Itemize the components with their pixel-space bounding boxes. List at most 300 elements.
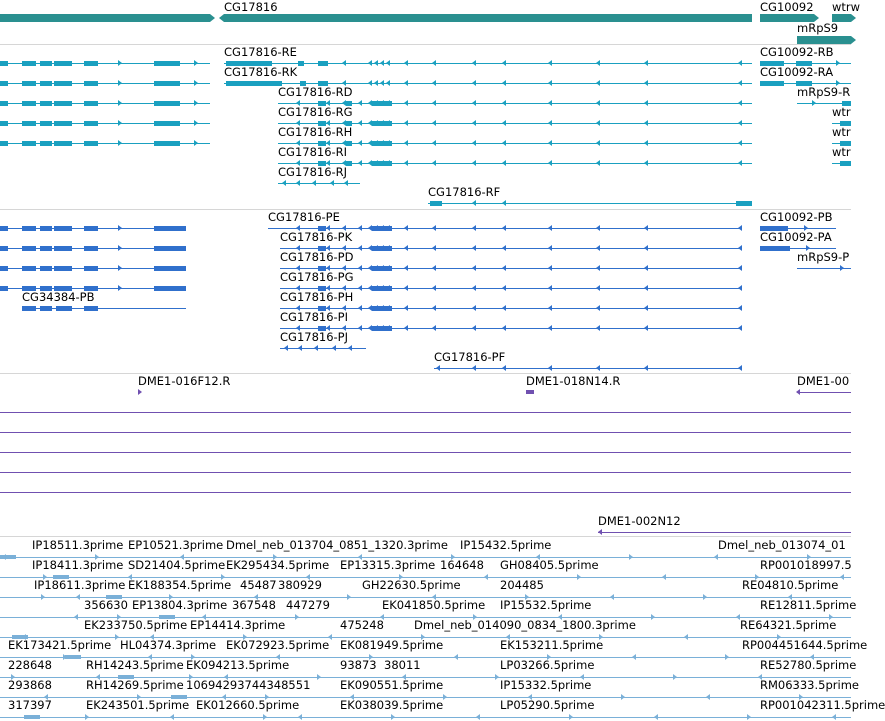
transcript-label: wtr — [832, 105, 851, 119]
strand-arrow — [610, 594, 614, 600]
strand-arrow — [368, 60, 372, 66]
exon-block[interactable] — [40, 246, 52, 251]
gene-bar[interactable] — [224, 14, 752, 22]
exon-block[interactable] — [84, 141, 98, 146]
gene-label-mrps9: mRpS9 — [797, 21, 839, 35]
strand-arrow — [703, 594, 707, 600]
strand-arrow — [432, 60, 436, 66]
est-label: 367548 — [232, 598, 276, 612]
strand-arrow — [502, 325, 506, 331]
exon-block[interactable] — [22, 306, 36, 311]
strand-arrow — [644, 305, 648, 311]
est-label: 38011 — [384, 658, 421, 672]
strand-arrow — [358, 100, 362, 106]
strand-arrow — [115, 634, 119, 640]
strand-arrow — [596, 305, 600, 311]
exon-block[interactable] — [24, 715, 40, 719]
gene-label-cg10092: CG10092 — [760, 0, 814, 14]
exon-block[interactable] — [372, 161, 392, 166]
strand-arrow — [548, 325, 552, 331]
strand-arrow — [502, 285, 506, 291]
exon-block[interactable] — [0, 286, 8, 291]
strand-arrow — [548, 100, 552, 106]
strand-arrow — [706, 694, 710, 700]
est-label: RE04810.5prime — [742, 578, 839, 592]
transcript-label: mRpS9-P — [797, 250, 850, 264]
strand-arrow — [118, 285, 122, 291]
exon-block[interactable] — [154, 61, 180, 66]
strand-arrow — [404, 225, 408, 231]
exon-block[interactable] — [40, 266, 52, 271]
strand-arrow — [644, 60, 648, 66]
strand-arrow — [330, 180, 334, 186]
est-label: EK090551.5prime — [340, 678, 444, 692]
strand-arrow — [851, 36, 856, 44]
exon-block[interactable] — [736, 201, 752, 206]
exon-block[interactable] — [154, 141, 180, 146]
strand-arrow — [548, 365, 552, 371]
exon-block[interactable] — [154, 121, 180, 126]
strand-arrow — [404, 325, 408, 331]
exon-block[interactable] — [526, 390, 534, 394]
strand-arrow — [391, 714, 395, 720]
strand-arrow — [548, 160, 552, 166]
exon-block[interactable] — [22, 81, 36, 86]
strand-arrow — [194, 140, 198, 146]
est-label: EK233750.5prime — [84, 618, 188, 632]
strand-arrow — [404, 160, 408, 166]
strand-arrow — [317, 674, 321, 680]
strand-arrow — [432, 245, 436, 251]
strand-arrow — [714, 554, 718, 560]
est-label: EK094213.5prime — [186, 658, 290, 672]
transcript-label: mRpS9-R — [797, 85, 851, 99]
est-label: IP18611.3prime — [34, 578, 126, 592]
transcript-label: CG34384-PB — [22, 290, 95, 304]
exon-block[interactable] — [40, 101, 52, 106]
strand-arrow — [472, 140, 476, 146]
transcript-label: wtr — [832, 125, 851, 139]
est-label: IP18511.3prime — [32, 538, 124, 552]
est-label: 164648 — [440, 558, 484, 572]
track-divider — [0, 373, 851, 374]
exon-block[interactable] — [22, 266, 36, 271]
intron-line — [0, 717, 851, 718]
strand-arrow — [569, 714, 573, 720]
exon-block[interactable] — [54, 121, 72, 126]
gene-label-cg17816: CG17816 — [224, 0, 278, 14]
strand-arrow — [118, 120, 122, 126]
strand-arrow — [738, 80, 742, 86]
exon-block[interactable] — [22, 226, 36, 231]
exon-block[interactable] — [65, 655, 81, 659]
exon-block[interactable] — [54, 61, 72, 66]
track-divider — [0, 44, 851, 45]
strand-arrow — [296, 180, 300, 186]
exon-block[interactable] — [226, 81, 282, 86]
intron-line — [598, 532, 851, 533]
strand-arrow — [629, 554, 633, 560]
strand-arrow — [472, 60, 476, 66]
exon-block[interactable] — [0, 246, 8, 251]
strand-arrow — [484, 574, 488, 580]
est-label: 475248 — [340, 618, 384, 632]
strand-arrow — [644, 325, 648, 331]
strand-arrow — [651, 614, 655, 620]
intron-line — [0, 472, 851, 473]
strand-arrow — [76, 594, 80, 600]
strand-arrow — [404, 100, 408, 106]
intron-line — [280, 308, 742, 309]
exon-block[interactable] — [22, 121, 36, 126]
strand-arrow — [502, 80, 506, 86]
strand-arrow — [454, 654, 458, 660]
strand-arrow — [596, 80, 600, 86]
strand-arrow — [298, 345, 302, 351]
est-label: EP14414.3prime — [190, 618, 286, 632]
est-label: IP15432.5prime — [460, 538, 552, 552]
est-label: 380929 — [278, 578, 322, 592]
strand-arrow — [596, 120, 600, 126]
exon-block[interactable] — [54, 141, 72, 146]
strand-arrow — [644, 160, 648, 166]
strand-arrow — [432, 285, 436, 291]
est-label: 293868 — [8, 678, 52, 692]
exon-block[interactable] — [40, 306, 52, 311]
est-label: 45487 — [240, 578, 277, 592]
intron-line — [280, 288, 742, 289]
est-label: 93873 — [340, 658, 377, 672]
strand-arrow — [673, 674, 677, 680]
strand-arrow — [738, 225, 742, 231]
strand-arrow — [548, 140, 552, 146]
exon-block[interactable] — [40, 226, 52, 231]
exon-block[interactable] — [84, 61, 98, 66]
intron-line — [797, 392, 851, 393]
track-divider — [0, 536, 851, 537]
strand-arrow — [443, 694, 447, 700]
transcript-label: CG17816-PK — [280, 230, 353, 244]
intron-line — [434, 368, 742, 369]
exon-block[interactable] — [430, 201, 442, 206]
exon-block[interactable] — [56, 306, 72, 311]
strand-arrow — [472, 285, 476, 291]
strand-arrow — [432, 120, 436, 126]
strand-arrow — [210, 14, 215, 22]
strand-arrow — [284, 345, 288, 351]
est-label: EK243501.5prime — [86, 698, 190, 712]
exon-block[interactable] — [372, 306, 392, 311]
exon-block[interactable] — [154, 246, 186, 251]
exon-block[interactable] — [154, 81, 180, 86]
strand-arrow — [738, 245, 742, 251]
strand-arrow — [432, 225, 436, 231]
exon-block[interactable] — [372, 246, 392, 251]
exon-block[interactable] — [154, 266, 186, 271]
strand-arrow — [404, 140, 408, 146]
transcript-label: CG17816-PG — [280, 270, 354, 284]
exon-block[interactable] — [760, 246, 790, 251]
strand-arrow — [472, 120, 476, 126]
transcript-label: CG10092-PA — [760, 230, 832, 244]
strand-arrow — [282, 180, 286, 186]
strand-arrow — [832, 714, 836, 720]
transcript-label: CG17816-RF — [428, 185, 501, 199]
strand-arrow — [380, 80, 384, 86]
clone-label: DME1-016F12.R — [138, 374, 231, 388]
strand-arrow — [386, 60, 390, 66]
exon-block[interactable] — [84, 226, 98, 231]
exon-block[interactable] — [372, 326, 392, 331]
strand-arrow — [263, 714, 267, 720]
transcript-label: CG17816-RD — [278, 85, 353, 99]
strand-arrow — [295, 614, 299, 620]
strand-arrow — [596, 245, 600, 251]
strand-arrow — [596, 225, 600, 231]
est-label: IP18411.3prime — [32, 558, 124, 572]
est-label: 317397 — [8, 698, 52, 712]
exon-block[interactable] — [372, 121, 392, 126]
exon-block[interactable] — [0, 81, 8, 86]
strand-arrow — [404, 60, 408, 66]
strand-arrow — [632, 654, 636, 660]
strand-arrow — [596, 285, 600, 291]
exon-block[interactable] — [22, 246, 36, 251]
est-label: 228648 — [8, 658, 52, 672]
est-label: EK188354.5prime — [128, 578, 232, 592]
exon-block[interactable] — [84, 101, 98, 106]
est-label: EP13315.3prime — [340, 558, 436, 572]
exon-block[interactable] — [40, 61, 52, 66]
exon-block[interactable] — [0, 61, 8, 66]
exon-block[interactable] — [154, 226, 186, 231]
intron-line — [280, 348, 366, 349]
exon-block[interactable] — [372, 101, 392, 106]
strand-arrow — [85, 714, 89, 720]
strand-arrow — [738, 365, 742, 371]
strand-arrow — [312, 180, 316, 186]
exon-block[interactable] — [40, 141, 52, 146]
strand-arrow — [502, 245, 506, 251]
strand-arrow — [502, 100, 506, 106]
strand-arrow — [502, 365, 506, 371]
est-label: HL04374.3prime — [120, 638, 217, 652]
strand-arrow — [358, 160, 362, 166]
exon-block[interactable] — [760, 81, 784, 86]
exon-block[interactable] — [54, 246, 72, 251]
strand-arrow — [548, 265, 552, 271]
est-label: RH14243.5prime — [86, 658, 184, 672]
est-label: EK153211.5prime — [500, 638, 604, 652]
strand-arrow — [738, 160, 742, 166]
est-label: EP13804.3prime — [132, 598, 228, 612]
est-label: EK295434.5prime — [226, 558, 330, 572]
strand-arrow — [596, 265, 600, 271]
exon-block[interactable] — [84, 121, 98, 126]
exon-block[interactable] — [54, 266, 72, 271]
strand-arrow — [74, 614, 78, 620]
est-label: RM06333.5prime — [760, 678, 859, 692]
strand-arrow — [644, 365, 648, 371]
exon-block[interactable] — [54, 101, 72, 106]
transcript-label: CG10092-PB — [760, 210, 833, 224]
exon-block[interactable] — [84, 246, 98, 251]
strand-arrow — [662, 574, 666, 580]
strand-arrow — [502, 120, 506, 126]
est-label: LP05290.5prime — [500, 698, 595, 712]
strand-arrow — [644, 265, 648, 271]
strand-arrow — [738, 305, 742, 311]
strand-arrow — [738, 265, 742, 271]
intron-line — [280, 268, 742, 269]
exon-block[interactable] — [54, 81, 72, 86]
strand-arrow — [404, 265, 408, 271]
strand-arrow — [404, 285, 408, 291]
exon-block[interactable] — [372, 226, 392, 231]
strand-arrow — [432, 160, 436, 166]
strand-arrow — [194, 60, 198, 66]
strand-arrow — [432, 100, 436, 106]
exon-block[interactable] — [154, 286, 186, 291]
strand-arrow — [644, 245, 648, 251]
strand-arrow — [118, 245, 122, 251]
strand-arrow — [738, 140, 742, 146]
exon-block[interactable] — [22, 101, 36, 106]
clone-label: DME1-018N14.R — [526, 374, 621, 388]
strand-arrow — [472, 325, 476, 331]
strand-arrow — [118, 100, 122, 106]
track-divider — [0, 209, 851, 210]
strand-arrow — [840, 265, 844, 271]
est-label: IP15332.5prime — [500, 678, 592, 692]
exon-block[interactable] — [0, 141, 8, 146]
gene-label-wtrw: wtrw — [832, 0, 861, 14]
est-label: 10694293744348551 — [186, 678, 311, 692]
strand-arrow — [502, 140, 506, 146]
strand-arrow — [472, 305, 476, 311]
exon-block[interactable] — [0, 226, 8, 231]
exon-block[interactable] — [0, 555, 16, 559]
strand-arrow — [118, 225, 122, 231]
exon-block[interactable] — [372, 286, 392, 291]
est-label: EK081949.5prime — [340, 638, 444, 652]
exon-block[interactable] — [84, 306, 98, 311]
transcript-label: CG17816-RK — [224, 65, 298, 79]
intron-line — [0, 492, 851, 493]
strand-arrow — [472, 200, 476, 206]
exon-block[interactable] — [372, 141, 392, 146]
strand-arrow — [194, 120, 198, 126]
strand-arrow — [358, 225, 362, 231]
exon-block[interactable] — [40, 121, 52, 126]
transcript-label: CG10092-RB — [760, 45, 834, 59]
exon-block[interactable] — [0, 266, 8, 271]
strand-arrow — [472, 225, 476, 231]
transcript-label: CG17816-RE — [224, 45, 297, 59]
strand-arrow — [548, 60, 552, 66]
strand-arrow — [596, 325, 600, 331]
exon-block[interactable] — [22, 141, 36, 146]
exon-block[interactable] — [840, 161, 851, 166]
strand-arrow — [472, 365, 476, 371]
strand-arrow — [374, 60, 378, 66]
est-label: IP15532.5prime — [500, 598, 592, 612]
strand-arrow — [840, 574, 844, 580]
est-label: Dmel_neb_013704_0851_1320.3prime — [226, 538, 448, 552]
strand-arrow — [432, 305, 436, 311]
strand-arrow — [404, 120, 408, 126]
gene-bar[interactable] — [0, 14, 210, 22]
strand-arrow — [358, 285, 362, 291]
exon-block[interactable] — [84, 266, 98, 271]
est-label: RP001018997.5 — [760, 558, 852, 572]
exon-block[interactable] — [54, 226, 72, 231]
intron-line — [0, 452, 851, 453]
strand-arrow — [738, 325, 742, 331]
est-label: RH14269.5prime — [86, 678, 184, 692]
exon-block[interactable] — [0, 101, 8, 106]
transcript-label: CG17816-RG — [278, 105, 353, 119]
gene-bar[interactable] — [797, 36, 851, 44]
strand-arrow — [725, 654, 729, 660]
strand-arrow — [502, 265, 506, 271]
strand-arrow — [380, 60, 384, 66]
est-label: RP004451644.5prime — [742, 638, 868, 652]
strand-arrow — [476, 714, 480, 720]
strand-arrow — [298, 714, 302, 720]
transcript-label: CG17816-PD — [280, 250, 354, 264]
exon-block[interactable] — [22, 61, 36, 66]
strand-arrow — [548, 225, 552, 231]
exon-block[interactable] — [0, 121, 8, 126]
strand-arrow — [194, 80, 198, 86]
est-label: RE52780.5prime — [760, 658, 857, 672]
strand-arrow — [596, 160, 600, 166]
strand-arrow — [654, 714, 658, 720]
strand-arrow — [502, 200, 506, 206]
strand-arrow — [644, 285, 648, 291]
strand-arrow — [596, 365, 600, 371]
transcript-label: wtr — [832, 145, 851, 159]
exon-block[interactable] — [40, 81, 52, 86]
exon-block[interactable] — [154, 101, 180, 106]
strand-arrow — [404, 305, 408, 311]
strand-arrow — [194, 100, 198, 106]
strand-arrow — [495, 674, 499, 680]
transcript-label: CG17816-RJ — [278, 165, 348, 179]
strand-arrow — [548, 120, 552, 126]
strand-arrow — [386, 80, 390, 86]
exon-block[interactable] — [840, 141, 851, 146]
strand-arrow — [502, 60, 506, 66]
exon-block[interactable] — [298, 61, 304, 66]
strand-arrow — [358, 325, 362, 331]
exon-block[interactable] — [318, 61, 328, 66]
strand-arrow — [644, 120, 648, 126]
strand-arrow — [644, 140, 648, 146]
strand-arrow — [118, 80, 122, 86]
strand-arrow — [348, 345, 352, 351]
transcript-label: CG17816-PF — [434, 350, 506, 364]
exon-block[interactable] — [84, 81, 98, 86]
strand-arrow — [644, 225, 648, 231]
intron-line — [0, 432, 851, 433]
exon-block[interactable] — [372, 266, 392, 271]
transcript-label: CG17816-PJ — [280, 330, 349, 344]
strand-arrow — [358, 140, 362, 146]
strand-arrow — [577, 574, 581, 580]
est-label: LP03266.5prime — [500, 658, 595, 672]
